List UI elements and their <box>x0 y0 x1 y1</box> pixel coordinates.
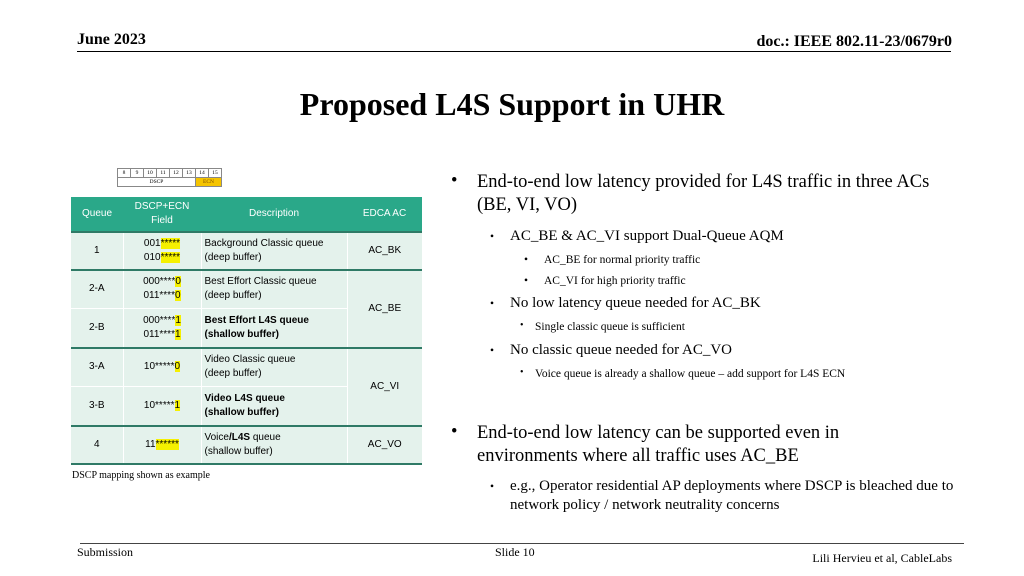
bullet-l1: End-to-end low latency can be supported even in environments where all traffic uses AC_BE <box>477 423 840 467</box>
bullet-dot: • <box>490 231 495 243</box>
bit-cell: 9 <box>131 169 144 178</box>
dscp-value: 000****1 011****1 <box>123 308 201 348</box>
queue-id: 2-A <box>71 270 123 308</box>
dscp-field-label: DSCP <box>118 178 196 187</box>
header-doc-id: doc.: IEEE 802.11-23/0679r0 <box>756 33 952 50</box>
col-header-dscp: DSCP+ECN Field <box>123 197 201 232</box>
queue-description: Voice/L4S queue (shallow buffer) <box>201 426 347 464</box>
table-row <box>71 426 422 464</box>
queue-id: 3-B <box>71 386 123 426</box>
table-row <box>71 232 422 270</box>
bit-cell: 11 <box>157 169 170 178</box>
bit-cell: 15 <box>209 169 222 178</box>
bullet-dot: • <box>520 320 524 331</box>
bullet-dot: • <box>524 275 529 287</box>
edca-ac: AC_BE <box>347 270 422 348</box>
slide-title: Proposed L4S Support in UHR <box>299 86 725 122</box>
bullet-l3: Single classic queue is sufficient <box>535 321 685 333</box>
edca-ac: AC_BK <box>347 232 422 270</box>
bullet-l2: No low latency queue needed for AC_BK <box>510 295 761 311</box>
queue-description: Best Effort L4S queue (shallow buffer) <box>201 308 347 348</box>
col-header-queue: Queue <box>71 197 123 232</box>
queue-description: Video Classic queue (deep buffer) <box>201 348 347 386</box>
footer-submission: Submission <box>77 545 134 559</box>
bullet-l1: End-to-end low latency provided for L4S traffic in three ACs (BE, VI, VO) <box>477 172 930 216</box>
bullet-l3: AC_VI for high priority traffic <box>544 275 686 287</box>
queue-id: 4 <box>71 426 123 464</box>
queue-id: 2-B <box>71 308 123 348</box>
dscp-value: 11****** <box>123 426 201 464</box>
bullet-dot: • <box>490 481 495 493</box>
dscp-value: 10*****0 <box>123 348 201 386</box>
bit-cell: 8 <box>118 169 131 178</box>
bullet-l3: AC_BE for normal priority traffic <box>544 254 701 266</box>
bullet-l2: No classic queue needed for AC_VO <box>510 342 733 358</box>
table-row <box>71 270 422 308</box>
footer-divider <box>80 543 964 544</box>
bullet-dot: • <box>490 298 495 310</box>
bullet-l2: AC_BE & AC_VI support Dual-Queue AQM <box>510 228 784 244</box>
queue-mapping-table <box>71 197 422 465</box>
header-divider <box>77 51 951 52</box>
dscp-value: 10*****1 <box>123 386 201 426</box>
queue-id: 3-A <box>71 348 123 386</box>
col-header-edca: EDCA AC <box>347 197 422 232</box>
header-date: June 2023 <box>77 31 146 48</box>
dscp-value: 000****0 011****0 <box>123 270 201 308</box>
bit-cell: 12 <box>170 169 183 178</box>
bullet-l3: Voice queue is already a shallow queue – add support for L4S ECN <box>535 368 846 380</box>
queue-description: Video L4S queue (shallow buffer) <box>201 386 347 426</box>
bit-cell: 10 <box>144 169 157 178</box>
ecn-field-label: ECN <box>196 178 222 187</box>
bit-field-diagram <box>117 168 222 187</box>
footer-author: Lili Hervieu et al, CableLabs <box>812 551 952 565</box>
bullet-dot: • <box>520 367 524 378</box>
col-header-description: Description <box>201 197 347 232</box>
bullet-dot: • <box>490 345 495 357</box>
table-caption: DSCP mapping shown as example <box>72 470 210 481</box>
queue-description: Best Effort Classic queue (deep buffer) <box>201 270 347 308</box>
edca-ac: AC_VO <box>347 426 422 464</box>
bit-cell: 13 <box>183 169 196 178</box>
bit-cell: 14 <box>196 169 209 178</box>
queue-description: Background Classic queue (deep buffer) <box>201 232 347 270</box>
footer-slide-number: Slide 10 <box>495 545 535 559</box>
bullet-dot: • <box>451 171 458 191</box>
table-row <box>71 348 422 386</box>
bullet-dot: • <box>451 422 458 442</box>
bullet-dot: • <box>524 254 529 266</box>
edca-ac: AC_VI <box>347 348 422 426</box>
dscp-value: 001***** 010***** <box>123 232 201 270</box>
bullet-l2: e.g., Operator residential AP deployments where DSCP is bleached due to network policy / network neutrality concerns <box>510 478 954 513</box>
queue-id: 1 <box>71 232 123 270</box>
